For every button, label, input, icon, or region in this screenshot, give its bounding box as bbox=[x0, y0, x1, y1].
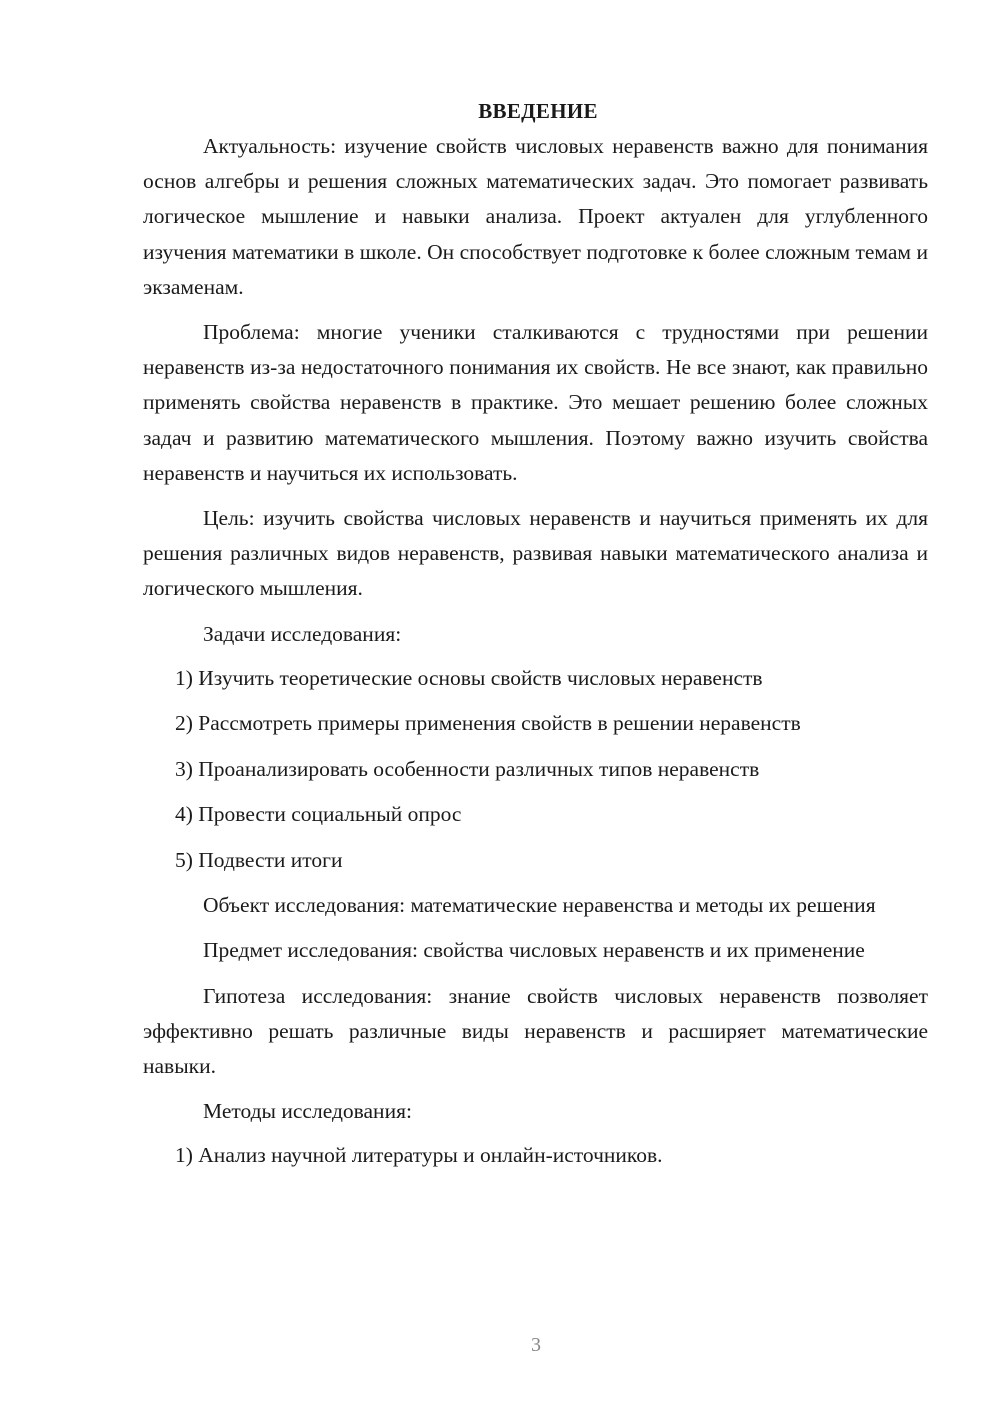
object-paragraph: Объект исследования: математические неравенства и методы их решения bbox=[203, 893, 876, 918]
document-title: ВВЕДЕНИЕ bbox=[478, 99, 598, 123]
document-page bbox=[143, 93, 928, 1184]
problem-paragraph: Проблема: многие ученики сталкиваются с трудностями при решении неравенств из-за недостаточного понимания их свойств. Не все знают, как правильно применять свойства неравенств в практике. Это мешает решению более сложных задач и развитию математического мышления. Поэтому важно изучить свойства неравенств и научиться их использовать. bbox=[143, 320, 928, 485]
list-item: 3) Проанализировать особенности различных типов неравенств bbox=[175, 756, 760, 781]
list-item: 5) Подвести итоги bbox=[175, 847, 343, 872]
relevance-paragraph: Актуальность: изучение свойств числовых неравенств важно для понимания основ алгебры и решения сложных математических задач. Это помогает развивать логическое мышление и навыки анализа. Проект актуален для углубленного изучения математики в школе. Он способствует подготовке к более сложным темам и экзаменам. bbox=[143, 134, 928, 299]
list-item: 1) Изучить теоретические основы свойств числовых неравенств bbox=[175, 665, 763, 690]
methods-list bbox=[143, 1138, 928, 1184]
tasks-list bbox=[143, 661, 928, 889]
hypothesis-paragraph: Гипотеза исследования: знание свойств числовых неравенств позволяет эффективно решать различные виды неравенств и расширяет математические навыки. bbox=[143, 983, 928, 1078]
methods-heading: Методы исследования: bbox=[203, 1099, 412, 1124]
list-item: 4) Провести социальный опрос bbox=[175, 802, 462, 827]
goal-paragraph: Цель: изучить свойства числовых неравенств и научиться применять их для решения различных видов неравенств, развивая навыки математического анализа и логического мышления. bbox=[143, 506, 928, 601]
list-item: 1) Анализ научной литературы и онлайн-источников. bbox=[175, 1143, 663, 1168]
subject-paragraph: Предмет исследования: свойства числовых неравенств и их применение bbox=[203, 938, 865, 963]
list-item: 2) Рассмотреть примеры применения свойств в решении неравенств bbox=[175, 711, 801, 736]
page-number: 3 bbox=[531, 1334, 541, 1356]
tasks-heading: Задачи исследования: bbox=[203, 621, 402, 646]
